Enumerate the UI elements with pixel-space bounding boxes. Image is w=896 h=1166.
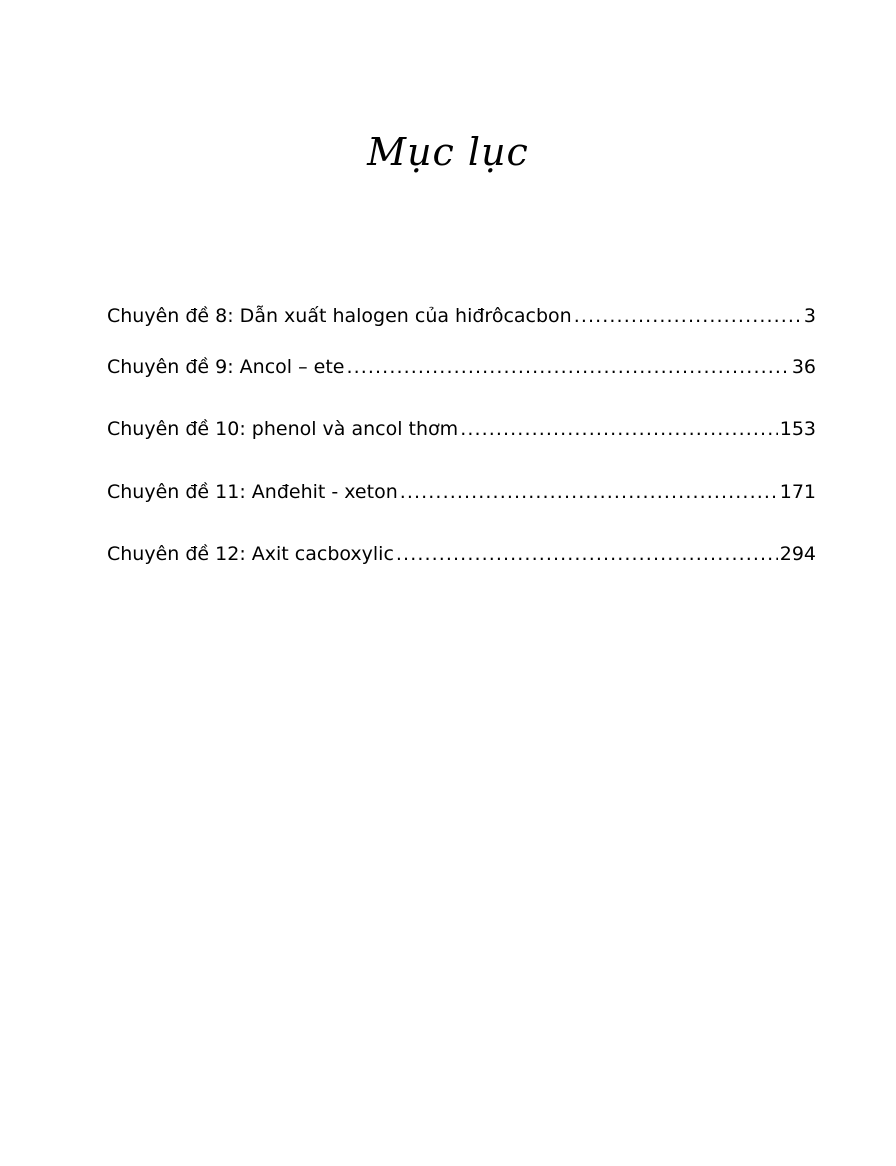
toc-dot-leader	[400, 478, 778, 506]
toc-dot-leader	[396, 540, 778, 568]
toc-dot-leader	[346, 353, 789, 381]
toc-entry-label: Chuyên đề 12: Axit cacboxylic	[107, 543, 394, 565]
toc-entry-label: Chuyên đề 11: Anđehit - xeton	[107, 481, 398, 503]
toc-dot-leader	[460, 415, 778, 443]
toc-page-number: 153	[779, 418, 816, 440]
page-title: Mục lục	[367, 130, 529, 174]
toc-entry[interactable]	[107, 478, 816, 506]
toc-entry-label: Chuyên đề 8: Dẫn xuất halogen của hiđrôcacbon	[107, 305, 572, 327]
toc-entry[interactable]	[107, 302, 816, 330]
toc-page-number: 171	[779, 481, 816, 503]
toc-entry[interactable]	[107, 540, 816, 568]
toc-entry[interactable]	[107, 353, 816, 381]
toc-dot-leader	[574, 302, 802, 330]
toc-entry[interactable]	[107, 415, 816, 443]
toc-page-number: 3	[803, 305, 816, 327]
toc-page-number: 36	[791, 356, 816, 378]
toc-page-number: 294	[779, 543, 816, 565]
toc-entry-label: Chuyên đề 9: Ancol – ete	[107, 356, 345, 378]
toc-entry-label: Chuyên đề 10: phenol và ancol thơm	[107, 418, 459, 440]
